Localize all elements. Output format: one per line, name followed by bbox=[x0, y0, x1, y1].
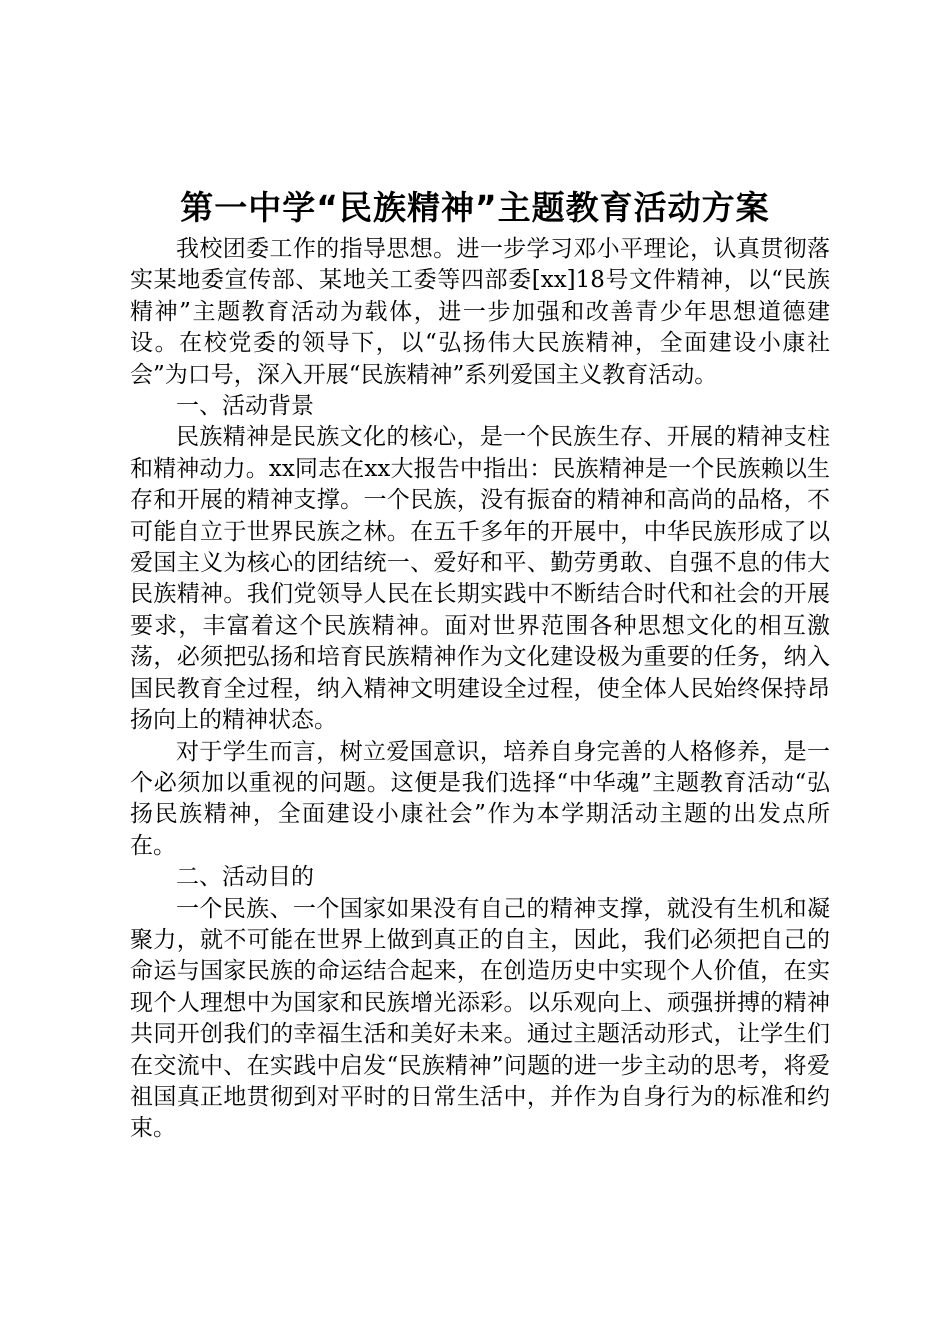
intro-paragraph: 我校团委工作的指导思想。进一步学习邓小平理论，认真贯彻落实某地委宣传部、某地关工委等四部委[xx]18号文件精神，以“民族精神”主题教育活动为载体，进一步加强和改善青少年思想道德建设。在校党委的领导下，以“弘扬伟大民族精神，全面建设小康社会”为口号，深入开展“民族精神”系列爱国主义教育活动。 bbox=[130, 236, 830, 388]
purpose-paragraph: 一个民族、一个国家如果没有自己的精神支撑，就没有生机和凝聚力，就不可能在世界上做到真正的自主，因此，我们必须把自己的命运与国家民族的命运结合起来，在创造历史中实现个人价值，在实现个人理想中为国家和民族增光添彩。以乐观向上、顽强拼搏的精神共同开创我们的幸福生活和美好未来。通过主题活动形式，让学生们在交流中、在实践中启发“民族精神”问题的进一步主动的思考，将爱祖国真正地贯彻到对平时的日常生活中，并作为自身行为的标准和约束。 bbox=[130, 895, 830, 1142]
background-paragraph: 民族精神是民族文化的核心，是一个民族生存、开展的精神支柱和精神动力。xx同志在xx大报告中指出：民族精神是一个民族赖以生存和开展的精神支撑。一个民族，没有振奋的精神和高尚的品格，不可能自立于世界民族之林。在五千多年的开展中，中华民族形成了以爱国主义为核心的团结统一、爱好和平、勤劳勇敢、自强不息的伟大民族精神。我们党领导人民在长期实践中不断结合时代和社会的开展要求，丰富着这个民族精神。面对世界范围各种思想文化的相互激荡，必须把弘扬和培育民族精神作为文化建设极为重要的任务，纳入国民教育全过程，纳入精神文明建设全过程，使全体人民始终保持昂扬向上的精神状态。 bbox=[130, 424, 830, 734]
section-heading-purpose: 二、活动目的 bbox=[176, 864, 314, 891]
document-body bbox=[130, 234, 830, 1145]
document-title: 第一中学“民族精神”主题教育活动方案 bbox=[180, 188, 770, 227]
section-heading-background: 一、活动背景 bbox=[176, 393, 314, 420]
students-paragraph: 对于学生而言，树立爱国意识，培养自身完善的人格修养，是一个必须加以重视的问题。这便是我们选择“中华魂”主题教育活动“弘扬民族精神，全面建设小康社会”作为本学期活动主题的出发点所在。 bbox=[130, 738, 830, 859]
